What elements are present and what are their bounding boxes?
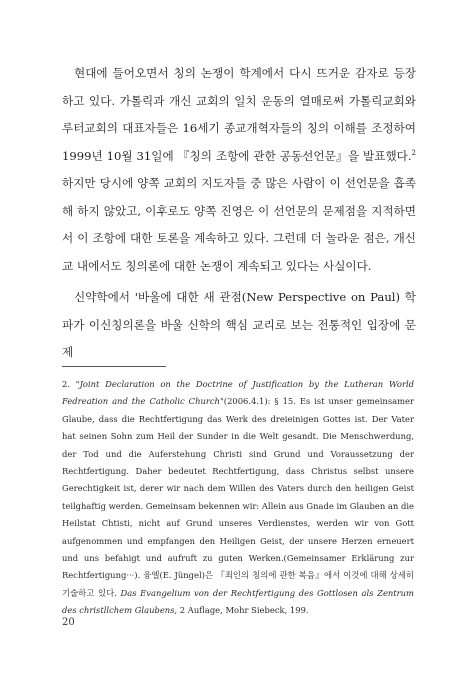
footnote-book-publication: , 2 Auflage, Mohr Siebeck, 199. [174,605,309,616]
footnote-reference-2[interactable]: 2 [411,148,416,157]
paragraph-1-text-a: 현대에 들어오면서 칭의 논쟁이 학계에서 다시 뜨거운 감자로 등장하고 있다. 가톨릭과 개신 교회의 일치 운동의 열매로써 가톨릭교회와 루터교회의 대표자들은 16세기 종교개혁자들의 칭의 이해를 조정하여 1999년 10월 31일에 『칭의 조항에 관한 공동선언문』을 발표했다. [62,66,416,163]
footnote-divider [62,366,166,367]
page-number: 20 [62,617,75,628]
footnote-2 [62,376,414,620]
paragraph-2: 신약학에서 '바울에 대한 새 관점(New Perspective on Paul) 학파가 이신칭의론을 바울 신학의 핵심 교리로 보는 전통적인 입장에 문제 [62,290,416,359]
footnote-title-open: " [70,379,80,389]
paragraph-1 [62,60,416,280]
main-text [62,60,416,367]
footnote-number: 2. [62,379,70,389]
footnote-document-title: Joint Declaration on the Doctrine of Justification by the Lutheran World Fedreation and the Catholic Church [62,379,415,407]
paragraph-1-text-b: 하지만 당시에 양쪽 교회의 지도자들 중 많은 사람이 이 선언문을 흡족해 하지 않았고, 이후로도 양쪽 진영은 이 선언문의 문제점을 지적하면서 이 조항에 대한 토론을 계속하고 있다. 그런데 더 놀라운 점은, 개신교 내에서도 칭의론에 대한 논쟁이 계속되고 있다는 사실이다. [62,176,416,273]
footnote-book-title: Das Evangelium von der Rechtfertigung des Gottlosen als Zentrum des christllchem Glaubens [62,587,414,616]
footnote-quotation: "(2006.4.1): § 15. Es ist unser gemeinsamer Glaube, dass die Rechtfertigung das Werk des dreieinigen Gottes ist. Der Vater hat seinen Sohn zum Heil der Sunder in die Welt gesandt. Die Menschwerdung, der Tod und die Auferstehung Christi sind Grund und Voraussetzung der Rechtfertigung. Daher bedeutet Rechtfertigung, dass Christus selbst unsere Gerechtigkeit ist, derer wir nach dem Willen des Vaters durch den heiligen Geist teilghaftig werden. Gemeinsam bekennen wir: Allein aus Gnade im Glauben an die Heilstat Chtisti, nicht auf Grund unseres Verdienstes, werden wir von Gott aufgenommen und empfangen den Heiligen Geist, der unsere Herzen erneuert und uns befahigt und aufruft zu guten Werken.(Gemeinsamer Erklärung zur Rechtfertigung···). 융엘(E. Jüngel)은 『죄인의 칭의에 관한 복음』에서 이것에 대해 상세히 기술하고 있다. [62,396,415,598]
